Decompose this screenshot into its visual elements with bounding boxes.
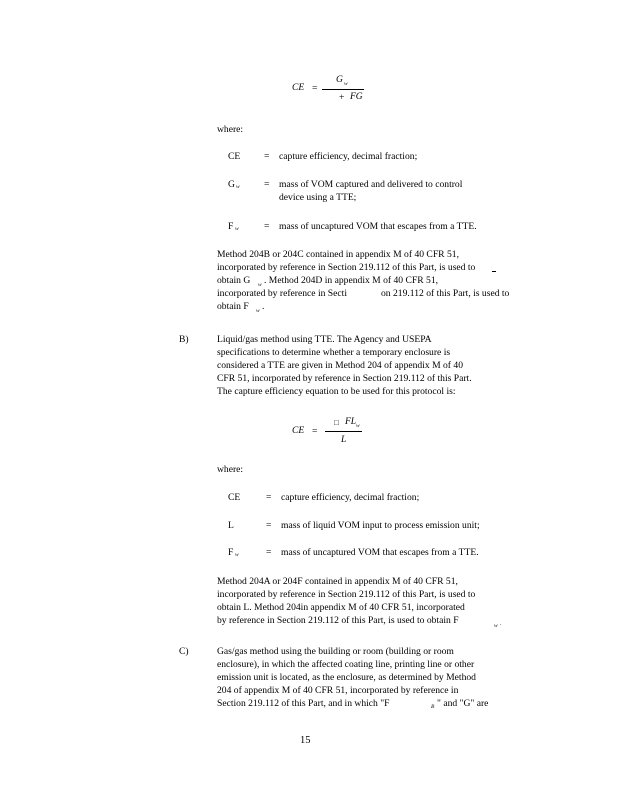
eq1-denominator-plus: + xyxy=(339,92,345,103)
eq1-denominator: FG xyxy=(350,92,363,102)
def2-term-f-sub: w xyxy=(235,552,239,558)
eq2-numerator-symbol: □ xyxy=(334,418,339,427)
para1-line: obtain F xyxy=(217,301,249,312)
section-c-line: " and "G" are xyxy=(437,698,489,709)
def1-text-cont: device using a TTE; xyxy=(279,192,357,203)
def2-equals: = xyxy=(266,492,272,503)
para2-line: obtain L. Method 204in appendix M of 40 CFR 51, incorporated xyxy=(217,602,465,613)
section-b-marker: B) xyxy=(179,334,189,345)
def2-text: capture efficiency, decimal fraction; xyxy=(281,492,420,503)
para1-line: . Method 204D in appendix M of 40 CFR 51, xyxy=(264,275,439,286)
eq2-numerator: FL xyxy=(345,417,357,427)
section-b-line: CFR 51, incorporated by reference in Section 219.112 of this Part. xyxy=(217,373,472,384)
where-label-2: where: xyxy=(217,464,244,475)
def2-equals: = xyxy=(266,547,272,558)
section-b-line: specifications to determine whether a temporary enclosure is xyxy=(217,347,451,358)
section-c-line: Section 219.112 of this Part, and in which "F xyxy=(217,698,390,709)
def1-term-g-sub: w xyxy=(236,184,240,190)
section-c-marker: C) xyxy=(179,646,189,657)
section-c-line: emission unit is located, as the enclosure, as determined by Method xyxy=(217,672,476,683)
para1-line: incorporated by reference in Section 219.112 of this Part, is used to xyxy=(217,262,476,273)
section-c-line: 204 of appendix M of 40 CFR 51, incorporated by reference in xyxy=(217,685,459,696)
def1-term-ce: CE xyxy=(228,151,241,162)
def1-text: mass of uncaptured VOM that escapes from a TTE. xyxy=(279,221,477,232)
para2-sub: w xyxy=(494,623,498,629)
para1-line: Method 204B or 204C contained in appendix M of 40 CFR 51, xyxy=(217,249,459,260)
def2-term-l: L xyxy=(228,520,234,531)
eq2-numerator-sub: w xyxy=(356,423,360,429)
eq1-fraction-bar xyxy=(322,89,364,90)
section-b-line: The capture efficiency equation to be used for this protocol is: xyxy=(217,386,456,397)
def2-text: mass of uncaptured VOM that escapes from a TTE. xyxy=(281,547,479,558)
section-c-line: enclosure), in which the affected coating line, printing line or other xyxy=(217,659,475,670)
para1-line: obtain G xyxy=(217,275,251,286)
para1-line: on 219.112 of this Part, is used to xyxy=(381,288,510,299)
section-c-line: Gas/gas method using the building or room (building or room xyxy=(217,646,454,657)
def1-equals: = xyxy=(264,221,270,232)
def2-text: mass of liquid VOM input to process emission unit; xyxy=(281,520,480,531)
section-b-line: Liquid/gas method using TTE. The Agency and USEPA xyxy=(217,334,432,345)
page-number: 15 xyxy=(300,735,311,746)
eq1-numerator: G xyxy=(336,75,343,85)
def1-text: capture efficiency, decimal fraction; xyxy=(279,151,418,162)
section-c-sub: B xyxy=(431,704,435,710)
def1-term-g: G xyxy=(228,179,235,190)
eq1-lhs: CE xyxy=(292,83,305,93)
def1-equals: = xyxy=(264,179,270,190)
section-b-line: considered a TTE are given in Method 204 of appendix M of 40 xyxy=(217,360,463,371)
eq2-equals: = xyxy=(312,426,318,437)
eq2-fraction-bar xyxy=(325,431,362,432)
para2-line: Method 204A or 204F contained in appendix M of 40 CFR 51, xyxy=(217,576,458,587)
para1-sub: w xyxy=(256,308,260,314)
para1-line: incorporated by reference in Secti xyxy=(217,288,347,299)
eq1-numerator-sub: w xyxy=(344,81,348,87)
where-label-1: where: xyxy=(217,124,244,135)
eq1-equals: = xyxy=(312,83,318,94)
eq2-denominator: L xyxy=(341,435,347,445)
def1-term-f-sub: w xyxy=(235,226,239,232)
def1-term-f: F xyxy=(228,221,234,232)
para2-line: incorporated by reference in Section 219.112 of this Part, is used to xyxy=(217,589,476,600)
def2-equals: = xyxy=(266,520,272,531)
para1-sub: w xyxy=(258,282,262,288)
def1-text: mass of VOM captured and delivered to control xyxy=(279,179,463,190)
eq2-lhs: CE xyxy=(292,426,305,436)
def2-term-f: F xyxy=(228,547,234,558)
def2-term-ce: CE xyxy=(228,492,241,503)
def1-equals: = xyxy=(264,151,270,162)
stray-mark xyxy=(492,271,496,272)
para2-line: by reference in Section 219.112 of this Part, is used to obtain F xyxy=(217,615,459,626)
para1-line: . xyxy=(262,301,265,312)
para2-line-end: . xyxy=(500,621,502,627)
